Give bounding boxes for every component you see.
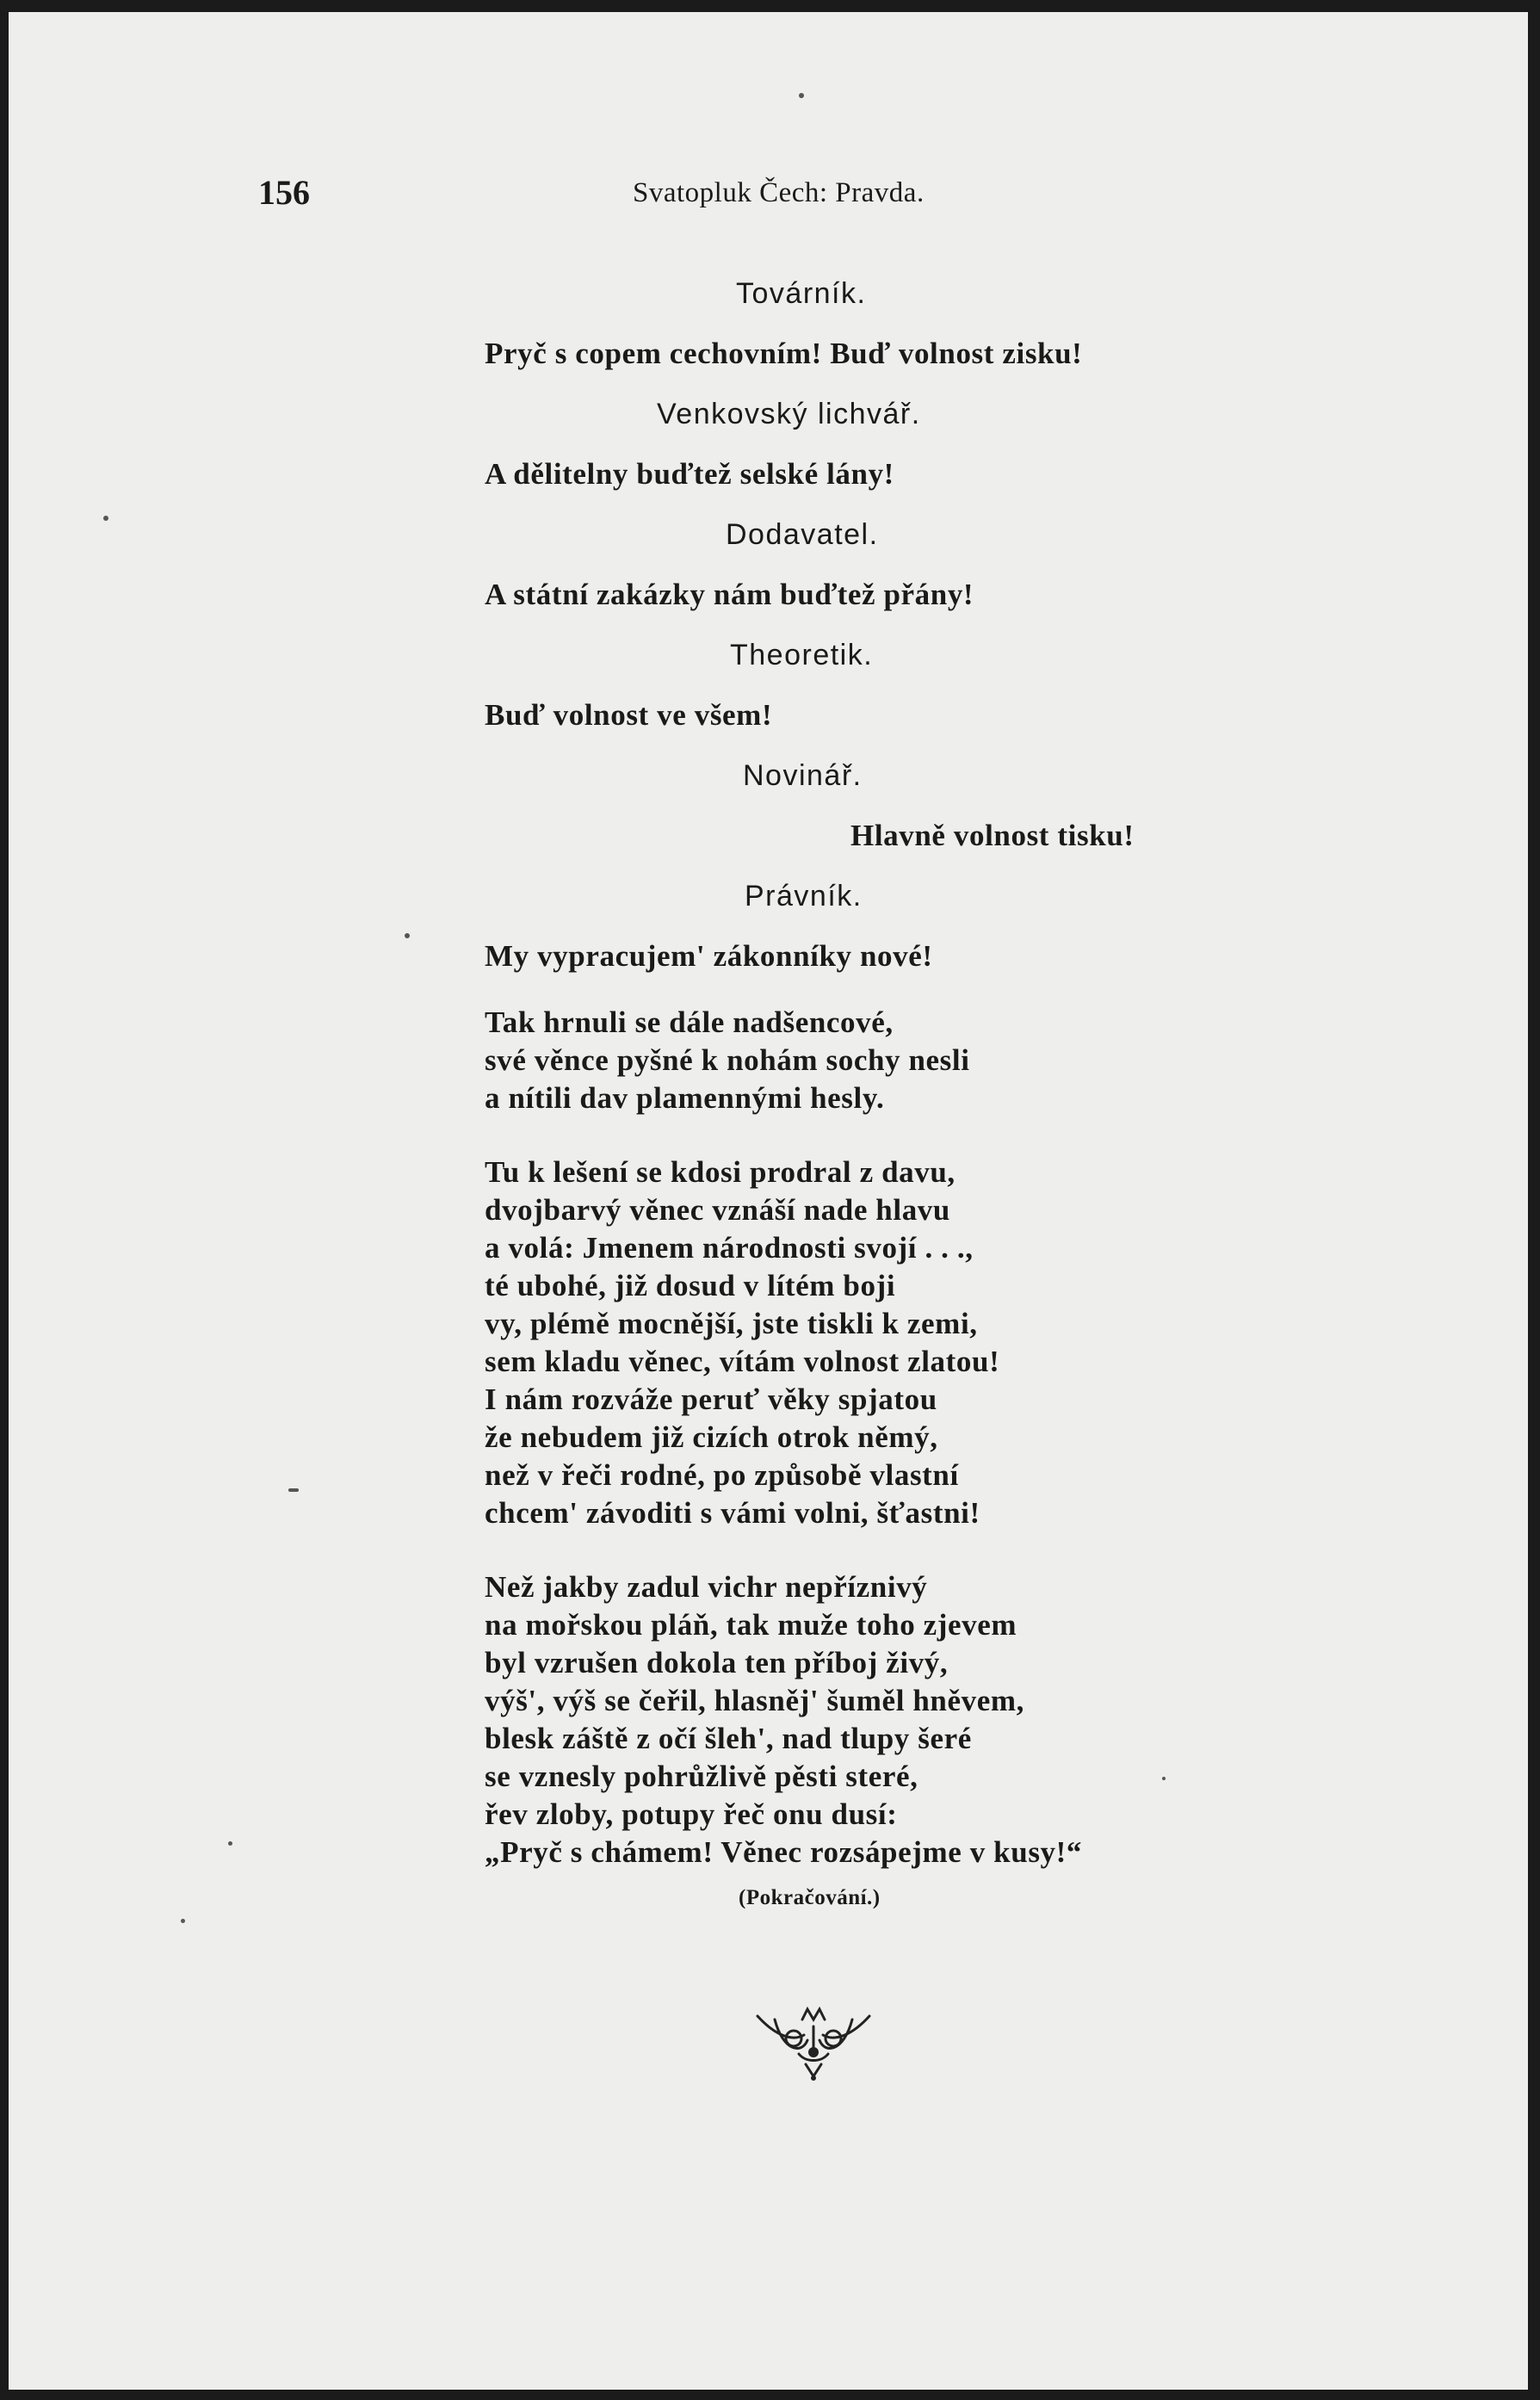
stanza bbox=[485, 1568, 1216, 1871]
dialogue-block bbox=[485, 263, 1216, 987]
dialogue-line: My vypracujem' zákonníky nové! bbox=[485, 939, 933, 973]
scan-speck bbox=[799, 93, 804, 98]
dialogue-line: A státní zakázky nám buďtež přány! bbox=[485, 578, 974, 611]
verse-line: se vznesly pohrůžlivě pěsti steré, bbox=[485, 1760, 918, 1793]
verse-line: řev zloby, potupy řeč onu dusí: bbox=[485, 1797, 898, 1831]
speaker-label: Továrník. bbox=[736, 277, 867, 310]
verse-line: a nítili dav plamennými hesly. bbox=[485, 1081, 885, 1115]
scan-speck bbox=[103, 516, 108, 521]
speaker-label: Venkovský lichvář. bbox=[657, 398, 921, 430]
verse-line: „Pryč s chámem! Věnec rozsápejme v kusy!“ bbox=[485, 1835, 1082, 1869]
dialogue-line: Hlavně volnost tisku! bbox=[850, 819, 1135, 852]
verse-line: dvojbarvý věnec vznáší nade hlavu bbox=[485, 1193, 950, 1227]
scan-speck bbox=[228, 1841, 232, 1846]
scan-speck bbox=[405, 933, 410, 938]
verse-line: své věnce pyšné k nohám sochy nesli bbox=[485, 1043, 970, 1077]
stanza bbox=[485, 1004, 1216, 1117]
verse-line: Než jakby zadul vichr nepříznivý bbox=[485, 1570, 928, 1604]
verse-line: byl vzrušen dokola ten příboj živý, bbox=[485, 1646, 949, 1679]
verse-line: I nám rozváže peruť věky spjatou bbox=[485, 1382, 937, 1416]
verse-line: Tak hrnuli se dále nadšencové, bbox=[485, 1005, 894, 1039]
book-page bbox=[9, 12, 1528, 2390]
speaker-label: Novinář. bbox=[743, 759, 863, 792]
verse-line: té ubohé, již dosud v lítém boji bbox=[485, 1269, 896, 1302]
verse-line: blesk záště z očí šleh', nad tlupy šeré bbox=[485, 1722, 972, 1755]
verse-line: sem kladu věnec, vítám volnost zlatou! bbox=[485, 1345, 1000, 1378]
poem-text bbox=[485, 263, 1216, 1871]
verse-line: vy, plémě mocnější, jste tiskli k zemi, bbox=[485, 1307, 978, 1340]
verse-line: na mořskou pláň, tak muže toho zjevem bbox=[485, 1608, 1017, 1642]
dialogue-line: Pryč s copem cechovním! Buď volnost zisku! bbox=[485, 337, 1083, 370]
scan-speck bbox=[1162, 1777, 1166, 1780]
speaker-label: Právník. bbox=[745, 880, 863, 912]
verse-line: že nebudem již cizích otrok němý, bbox=[485, 1420, 938, 1454]
scan-speck bbox=[181, 1919, 185, 1923]
verse-line: než v řeči rodné, po způsobě vlastní bbox=[485, 1458, 959, 1492]
speaker-label: Theoretik. bbox=[730, 639, 874, 671]
dialogue-line: Buď volnost ve všem! bbox=[485, 698, 773, 732]
stanza bbox=[485, 1154, 1216, 1532]
scan-speck bbox=[288, 1488, 299, 1492]
verse-line: chcem' závoditi s vámi volni, šťastni! bbox=[485, 1496, 980, 1530]
running-head: Svatopluk Čech: Pravda. bbox=[633, 177, 925, 208]
continued-note: (Pokračování.) bbox=[739, 1886, 881, 1909]
dialogue-line: A dělitelny buďtež selské lány! bbox=[485, 457, 894, 491]
verse-line: Tu k lešení se kdosi prodral z davu, bbox=[485, 1155, 956, 1189]
verse-line: výš', výš se čeřil, hlasněj' šuměl hněvem, bbox=[485, 1684, 1024, 1717]
speaker-label: Dodavatel. bbox=[726, 518, 879, 551]
page-number: 156 bbox=[258, 173, 310, 212]
verse-line: a volá: Jmenem národnosti svojí . . ., bbox=[485, 1231, 974, 1265]
fleuron-ornament-icon bbox=[749, 2001, 878, 2087]
